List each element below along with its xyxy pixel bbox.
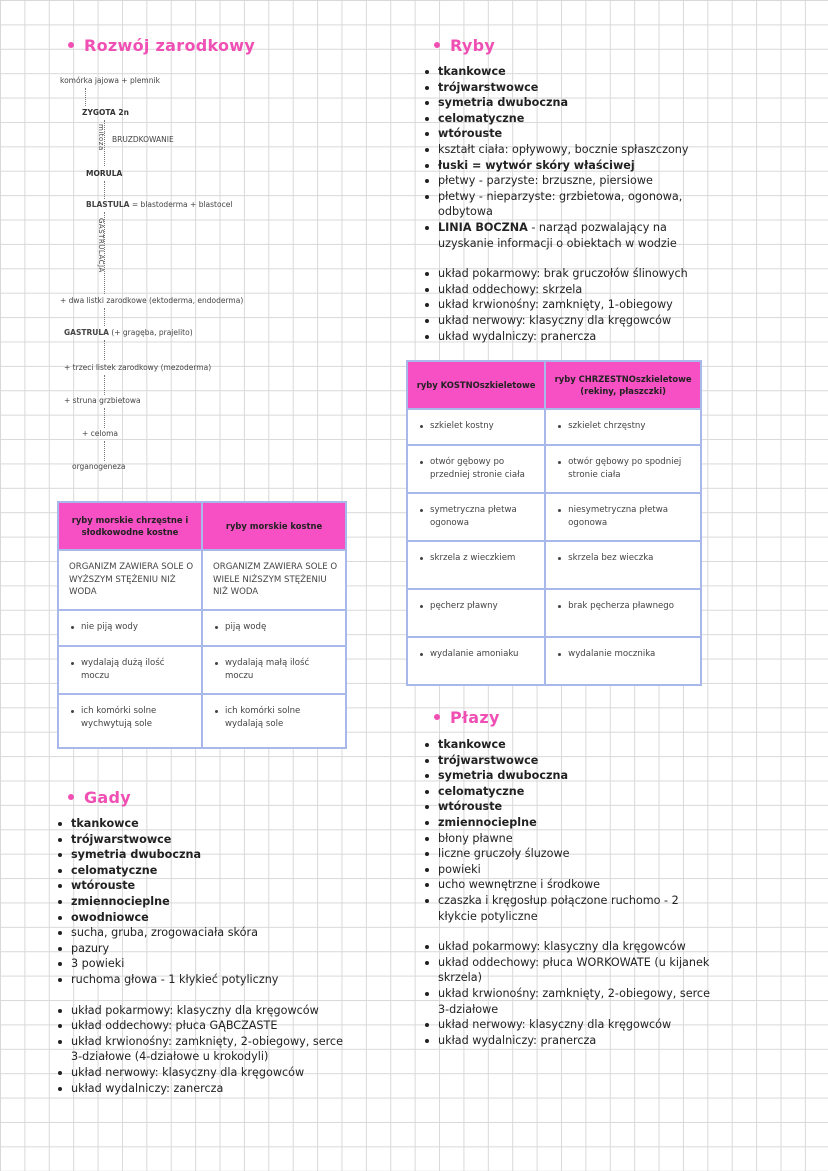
- table-cell: skrzela z wieczkiem: [407, 541, 545, 589]
- embryo-heading: Rozwój zarodkowy: [68, 36, 255, 55]
- table-cell: ich komórki solne wydalają sole: [202, 694, 346, 748]
- table-cell: nie piją wody: [58, 610, 202, 646]
- table-cell: ich komórki solne wychwytują sole: [58, 694, 202, 748]
- list-item: owodniowce: [55, 910, 345, 926]
- list-item: trójwarstwowce: [422, 753, 712, 769]
- fish-environment-table: [57, 501, 347, 749]
- table-cell: niesymetryczna płetwa ogonowa: [545, 493, 701, 541]
- list-item: łuski = wytwór skóry właściwej: [422, 158, 712, 174]
- table-cell: wydalają małą ilość moczu: [202, 646, 346, 694]
- list-item: trójwarstwowce: [55, 832, 345, 848]
- table-cell: pęcherz pławny: [407, 589, 545, 637]
- list-item: ruchoma głowa - 1 kłykieć potyliczny: [55, 972, 345, 988]
- list-item: układ krwionośny: zamknięty, 2-obiegowy, serce 3-działowe (4-działowe u krokodyli): [55, 1034, 345, 1065]
- bullet-dot-icon: [68, 794, 74, 800]
- list-item: układ oddechowy: płuca WORKOWATE (u kijanek skrzela): [422, 955, 712, 986]
- list-item: celomatyczne: [422, 111, 712, 127]
- flow-gastrula: GASTRULA (+ gragęba, prajelito): [64, 328, 193, 337]
- list-item: układ wydalniczy: zanercza: [55, 1081, 345, 1097]
- table-cell: otwór gębowy po przedniej stronie ciała: [407, 445, 545, 493]
- list-item: wtórouste: [422, 126, 712, 142]
- list-item: wtórouste: [422, 799, 712, 815]
- list-item: pazury: [55, 941, 345, 957]
- fish-skeleton-table: [406, 360, 702, 686]
- list-item: układ oddechowy: skrzela: [422, 282, 712, 298]
- list-item: układ krwionośny: zamknięty, 1-obiegowy: [422, 297, 712, 313]
- list-item: błony pławne: [422, 831, 712, 847]
- flow-celoma: + celoma: [82, 429, 118, 438]
- bullet-dot-icon: [68, 42, 74, 48]
- list-item: liczne gruczoły śluzowe: [422, 846, 712, 862]
- table-cell: szkielet chrzęstny: [545, 409, 701, 445]
- list-item: powieki: [422, 862, 712, 878]
- list-item: układ pokarmowy: klasyczny dla kręgowców: [422, 939, 712, 955]
- ryby-list: [422, 64, 712, 344]
- list-item: wtórouste: [55, 878, 345, 894]
- list-item: LINIA BOCZNA - narząd pozwalający na uzyskanie informacji o obiektach w wodzie: [422, 220, 712, 251]
- table-cell: ORGANIZM ZAWIERA SOLE O WYŻSZYM STĘŻENIU NIŻ WODA: [58, 550, 202, 610]
- gady-heading: Gady: [68, 788, 131, 807]
- flow-mitoza: mitoza: [97, 124, 105, 151]
- table-header: ryby KOSTNOszkieletowe: [407, 361, 545, 409]
- list-item: symetria dwuboczna: [55, 847, 345, 863]
- table-cell: ORGANIZM ZAWIERA SOLE O WIELE NIŻSZYM STĘŻENIU NIŻ WODA: [202, 550, 346, 610]
- table-cell: szkielet kostny: [407, 409, 545, 445]
- list-item: ucho wewnętrzne i środkowe: [422, 877, 712, 893]
- list-item: płetwy - nieparzyste: grzbietowa, ogonowa, odbytowa: [422, 189, 712, 220]
- flow-organogeneza: organogeneza: [72, 462, 126, 471]
- gady-list: [55, 816, 345, 1096]
- list-item: układ oddechowy: płuca GĄBCZASTE: [55, 1018, 345, 1034]
- table-cell: skrzela bez wieczka: [545, 541, 701, 589]
- table-cell: otwór gębowy po spodniej stronie ciała: [545, 445, 701, 493]
- list-item: kształt ciała: opływowy, bocznie spłaszczony: [422, 142, 712, 158]
- list-item: układ pokarmowy: brak gruczołów ślinowych: [422, 266, 712, 282]
- flow-morula: MORULA: [86, 169, 123, 178]
- plazy-list: [422, 737, 712, 1048]
- flow-step: komórka jajowa + plemnik: [60, 76, 160, 85]
- flow-zygota: ZYGOTA 2n: [82, 108, 129, 117]
- table-cell: wydalają dużą ilość moczu: [58, 646, 202, 694]
- list-item: 3 powieki: [55, 956, 345, 972]
- list-item: układ krwionośny: zamknięty, 2-obiegowy, serce 3-działowe: [422, 986, 712, 1017]
- table-cell: symetryczna płetwa ogonowa: [407, 493, 545, 541]
- plazy-heading: Płazy: [434, 708, 500, 727]
- list-item: tkankowce: [55, 816, 345, 832]
- flow-listki: + dwa listki zarodkowe (ektoderma, endoderma): [60, 296, 244, 305]
- list-item: sucha, gruba, zrogowaciała skóra: [55, 925, 345, 941]
- table-cell: brak pęcherza pławnego: [545, 589, 701, 637]
- flow-bruzdkowanie: BRUZDKOWANIE: [112, 135, 174, 144]
- table-cell: piją wodę: [202, 610, 346, 646]
- list-item: układ wydalniczy: pranercza: [422, 329, 712, 345]
- list-item: układ wydalniczy: pranercza: [422, 1033, 712, 1049]
- list-item: czaszka i kręgosłup połączone ruchomo - 2 kłykcie potyliczne: [422, 893, 712, 924]
- bullet-dot-icon: [434, 714, 440, 720]
- table-cell: wydalanie amoniaku: [407, 637, 545, 685]
- flow-gastrulacja: GASTRULACJA: [97, 218, 105, 273]
- list-item: celomatyczne: [55, 863, 345, 879]
- list-item: tkankowce: [422, 737, 712, 753]
- table-header: ryby CHRZESTNOszkieletowe (rekiny, płaszczki): [545, 361, 701, 409]
- flow-struna: + struna grzbietowa: [64, 396, 141, 405]
- list-item: trójwarstwowce: [422, 80, 712, 96]
- list-item: układ nerwowy: klasyczny dla kręgowców: [55, 1065, 345, 1081]
- list-item: płetwy - parzyste: brzuszne, piersiowe: [422, 173, 712, 189]
- table-header: ryby morskie chrzęstne i słodkowodne kostne: [58, 502, 202, 550]
- table-header: ryby morskie kostne: [202, 502, 346, 550]
- list-item: układ nerwowy: klasyczny dla kręgowców: [422, 1017, 712, 1033]
- list-item: symetria dwuboczna: [422, 768, 712, 784]
- table-cell: wydalanie mocznika: [545, 637, 701, 685]
- flow-blastula: BLASTULA = blastoderma + blastocel: [86, 200, 233, 209]
- flow-trzeci: + trzeci listek zarodkowy (mezoderma): [64, 363, 212, 372]
- list-item: układ nerwowy: klasyczny dla kręgowców: [422, 313, 712, 329]
- list-item: zmiennocieplne: [422, 815, 712, 831]
- list-item: zmiennocieplne: [55, 894, 345, 910]
- list-item: symetria dwuboczna: [422, 95, 712, 111]
- list-item: układ pokarmowy: klasyczny dla kręgowców: [55, 1003, 345, 1019]
- bullet-dot-icon: [434, 42, 440, 48]
- list-item: celomatyczne: [422, 784, 712, 800]
- list-item: tkankowce: [422, 64, 712, 80]
- ryby-heading: Ryby: [434, 36, 495, 55]
